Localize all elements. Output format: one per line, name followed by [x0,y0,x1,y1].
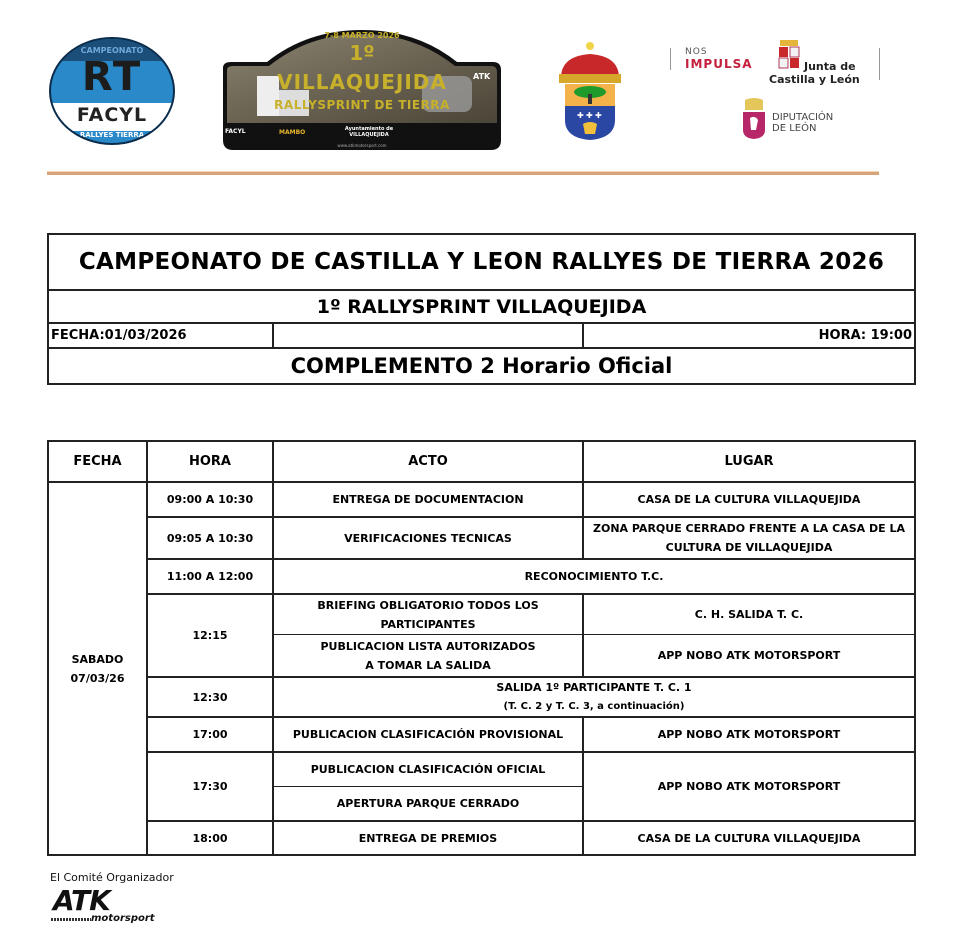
rt-logo-name: FACYL [76,104,148,126]
logo-divider [879,48,880,80]
organizer-label: El Comité Organizador [50,871,174,884]
svg-text:✚: ✚ [586,111,593,120]
row-8-lugar: CASA DE LA CULTURA VILLAQUEJIDA [582,820,914,854]
day-name: SABADO [71,652,124,666]
row-3-hora: 11:00 A 12:00 [146,558,272,593]
row-6-hora: 17:00 [146,716,272,751]
day-cell [49,481,146,854]
row-5-hora: 12:30 [146,676,272,716]
row-1-hora: 09:00 A 10:30 [146,481,272,516]
column-header-hora: HORA [146,442,272,481]
row-4b-acto-line2: A TOMAR LA SALIDA [365,658,491,672]
nos-impulsa-line1: NOS [685,47,708,57]
event-title: 1º RALLYSPRINT VILLAQUEJIDA [49,291,914,324]
plaque-edition: 1º [349,41,375,65]
document-time: HORA: 19:00 [818,328,912,343]
row-4-hora: 12:15 [146,593,272,676]
row-8-acto: ENTREGA DE PREMIOS [272,820,582,854]
row-7b-acto: APERTURA PARQUE CERRADO [272,786,582,820]
svg-text:✚: ✚ [577,111,584,120]
plaque-sponsor-facyl: FACYL [225,128,246,135]
row-2-lugar [582,516,914,558]
coat-of-arms-icon [553,40,627,142]
junta-line2: Castilla y León [769,73,860,86]
nos-impulsa-line2: IMPULSA [685,57,753,71]
row-1-acto: ENTREGA DE DOCUMENTACION [272,481,582,516]
row-4a-acto-line2: PARTICIPANTES [380,617,476,631]
plaque-event: RALLYSPRINT DE TIERRA [274,98,450,112]
diputacion-shield-icon [741,96,767,140]
atk-logo-main: ATK [53,884,110,917]
column-header-lugar: LUGAR [582,442,914,481]
row-6-lugar: APP NOBO ATK MOTORSPORT [582,716,914,751]
column-header-fecha: FECHA [73,454,122,469]
logo-divider [670,48,671,70]
document-date: FECHA:01/03/2026 [49,324,274,347]
rt-logo-top-text: CAMPEONATO [80,46,144,55]
date-time-row [49,324,914,349]
plaque-web: www.atkmotorsport.com [337,143,387,148]
row-7a-acto: PUBLICACION CLASIFICACIÓN OFICIAL [272,751,582,786]
row-3-acto: RECONOCIMIENTO T.C. [272,558,914,593]
plaque-brand: ATK [473,72,491,81]
svg-text:✚: ✚ [595,111,602,120]
row-5-acto-line2: (T. C. 2 y T. C. 3, a continuación) [503,701,685,712]
column-header-acto: ACTO [272,442,582,481]
rally-plaque-logo [217,28,507,152]
row-4b-lugar: APP NOBO ATK MOTORSPORT [582,634,914,676]
document-header [47,233,916,385]
plaque-date: 7-8 MARZO 2026 [324,31,400,40]
row-8-hora: 18:00 [146,820,272,854]
rt-logo-sub: RALLYES TIERRA [79,131,145,139]
atk-logo-sub: motorsport [91,913,155,924]
schedule-table [47,440,916,856]
plaque-town: VILLAQUEJIDA [277,70,447,94]
row-6-acto: PUBLICACION CLASIFICACIÓN PROVISIONAL [272,716,582,751]
row-4a-acto [272,593,582,634]
plaque-sponsor-ayuntamiento: Ayuntamiento de VILLAQUEJIDA [344,126,394,138]
row-7-lugar: APP NOBO ATK MOTORSPORT [582,751,914,820]
row-2-acto: VERIFICACIONES TECNICAS [272,516,582,558]
row-1-lugar: CASA DE LA CULTURA VILLAQUEJIDA [582,481,914,516]
rt-facyl-logo [49,37,175,145]
row-2-hora: 09:05 A 10:30 [146,516,272,558]
row-4a-acto-line1: BRIEFING OBLIGATORIO TODOS LOS [317,598,539,612]
championship-title: CAMPEONATO DE CASTILLA Y LEON RALLYES DE TIERRA 2026 [49,235,914,291]
empty-cell [274,324,584,347]
row-7-hora: 17:30 [146,751,272,820]
rt-logo-main: RT [81,54,143,100]
row-5-acto-line1: SALIDA 1º PARTICIPANTE T. C. 1 [496,681,692,694]
junta-line1: Junta de [804,60,856,73]
header-divider-rule [47,171,879,175]
junta-shield-icon [777,40,801,70]
document-subject: COMPLEMENTO 2 Horario Oficial [290,354,673,378]
row-4b-acto [272,634,582,676]
atk-motorsport-logo [51,884,155,928]
diputacion-line2: DE LEÓN [772,123,817,134]
row-4a-lugar: C. H. SALIDA T. C. [582,593,914,634]
row-2-lugar-line2: CULTURA DE VILLAQUEJIDA [665,541,833,554]
diputacion-line1: DIPUTACIÓN [772,112,834,123]
row-5-acto [272,676,914,716]
row-2-lugar-line1: ZONA PARQUE CERRADO FRENTE A LA CASA DE LA [593,522,905,535]
plaque-sponsor-mambo: MAMBO [279,129,306,136]
day-date: 07/03/26 [70,671,125,685]
row-4b-acto-line1: PUBLICACION LISTA AUTORIZADOS [320,639,536,653]
